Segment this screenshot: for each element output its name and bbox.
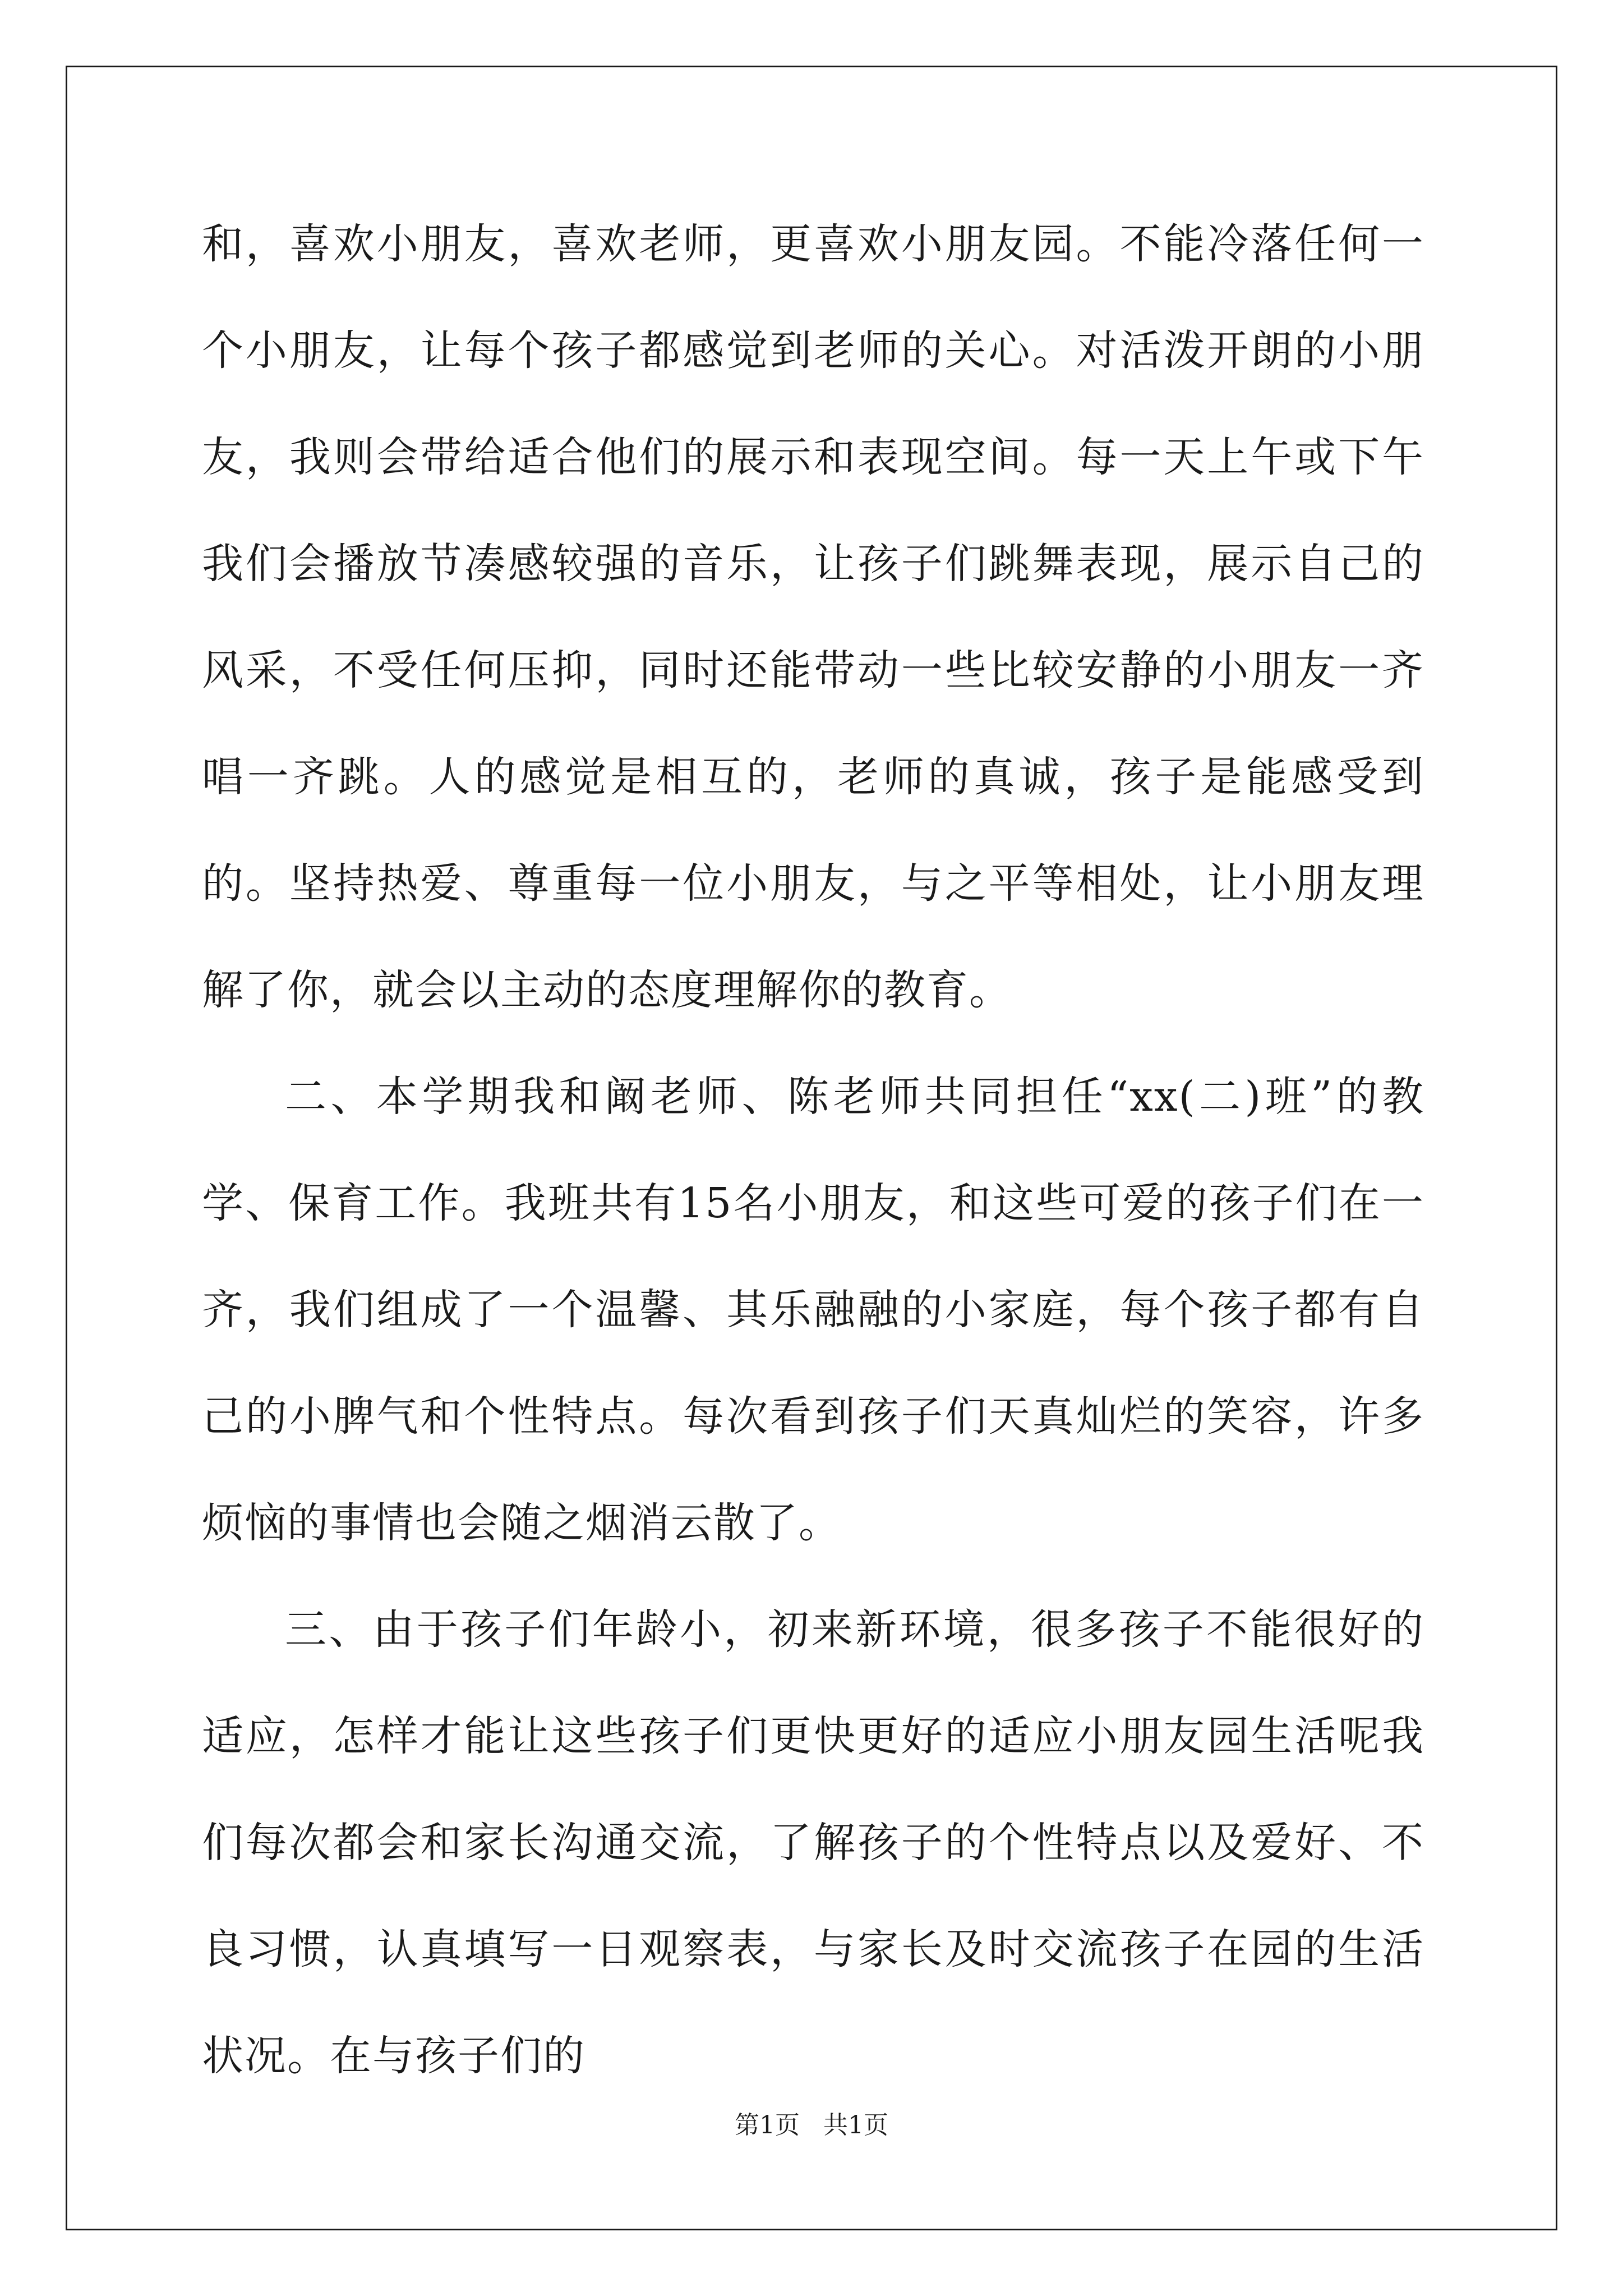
paragraph-1: 和，喜欢小朋友，喜欢老师，更喜欢小朋友园。不能冷落任何一个小朋友，让每个孩子都感觉到老师的关心。对活泼开朗的小朋友，我则会带给适合他们的展示和表现空间。每一天上午或下午我们会播放节凑感较强的音乐，让孩子们跳舞表现，展示自己的风采，不受任何压抑，同时还能带动一些比较安静的小朋友一齐唱一齐跳。人的感觉是相互的，老师的真诚，孩子是能感受到的。坚持热爱、尊重每一位小朋友，与之平等相处，让小朋友理解了你，就会以主动的态度理解你的教育。 <box>202 220 1424 1014</box>
page-number-footer: 第1页 共1页 <box>735 2111 888 2139</box>
document-body <box>202 191 1424 2109</box>
paragraph-2: 二、本学期我和阚老师、陈老师共同担任“xx(二)班”的教学、保育工作。我班共有15名小朋友，和这些可爱的孩子们在一齐，我们组成了一个温馨、其乐融融的小家庭，每个孩子都有自己的小脾气和个性特点。每次看到孩子们天真灿烂的笑容，许多烦恼的事情也会随之烟消云散了。 <box>202 1073 1424 1547</box>
paragraph-3: 三、由于孩子们年龄小，初来新环境，很多孩子不能很好的适应，怎样才能让这些孩子们更快更好的适应小朋友园生活呢我们每次都会和家长沟通交流，了解孩子的个性特点以及爱好、不良习惯，认真填写一日观察表，与家长及时交流孩子在园的生活状况。在与孩子们的 <box>202 1605 1424 2080</box>
